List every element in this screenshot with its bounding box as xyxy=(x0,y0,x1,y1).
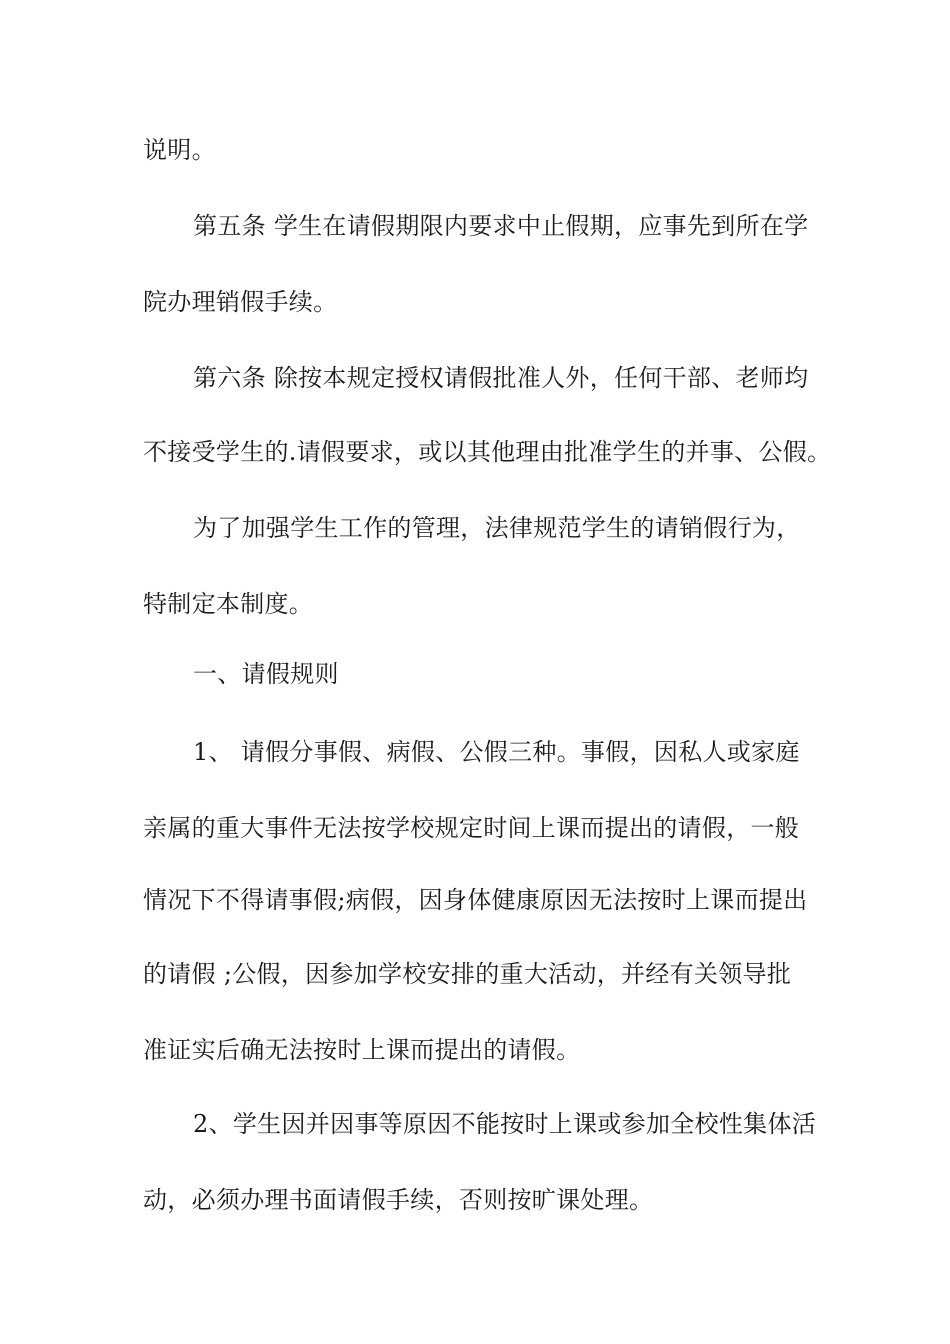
article-5-line-2: 院办理销假手续。 xyxy=(143,288,338,316)
rule-1-line-5: 准证实后确无法按时上课而提出的请假。 xyxy=(143,1036,581,1064)
intro-line-1: 为了加强学生工作的管理，法律规范学生的请销假行为， xyxy=(193,514,801,542)
rule-1-line-2: 亲属的重大事件无法按学校规定时间上课而提出的请假，一般 xyxy=(143,814,800,842)
paragraph-line: 说明。 xyxy=(143,136,216,164)
rule-1-line-1: 1、 请假分事假、病假、公假三种。事假，因私人或家庭 xyxy=(193,738,800,766)
intro-line-2: 特制定本制度。 xyxy=(143,590,314,618)
section-heading: 一、请假规则 xyxy=(193,660,339,688)
article-6-line-1: 第六条 除按本规定授权请假批准人外，任何干部、老师均 xyxy=(193,364,809,392)
article-5-line-1: 第五条 学生在请假期限内要求中止假期，应事先到所在学 xyxy=(193,212,809,240)
rule-1-line-3: 情况下不得请事假;病假，因身体健康原因无法按时上课而提出 xyxy=(143,886,808,914)
rule-2-line-2: 动，必须办理书面请假手续，否则按旷课处理。 xyxy=(143,1186,654,1214)
rule-2-line-1: 2、学生因并因事等原因不能按时上课或参加全校性集体活 xyxy=(193,1110,817,1138)
rule-1-line-4: 的请假 ;公假，因参加学校安排的重大活动，并经有关领导批 xyxy=(143,960,792,988)
article-6-line-2: 不接受学生的.请假要求，或以其他理由批准学生的并事、公假。 xyxy=(143,438,832,466)
